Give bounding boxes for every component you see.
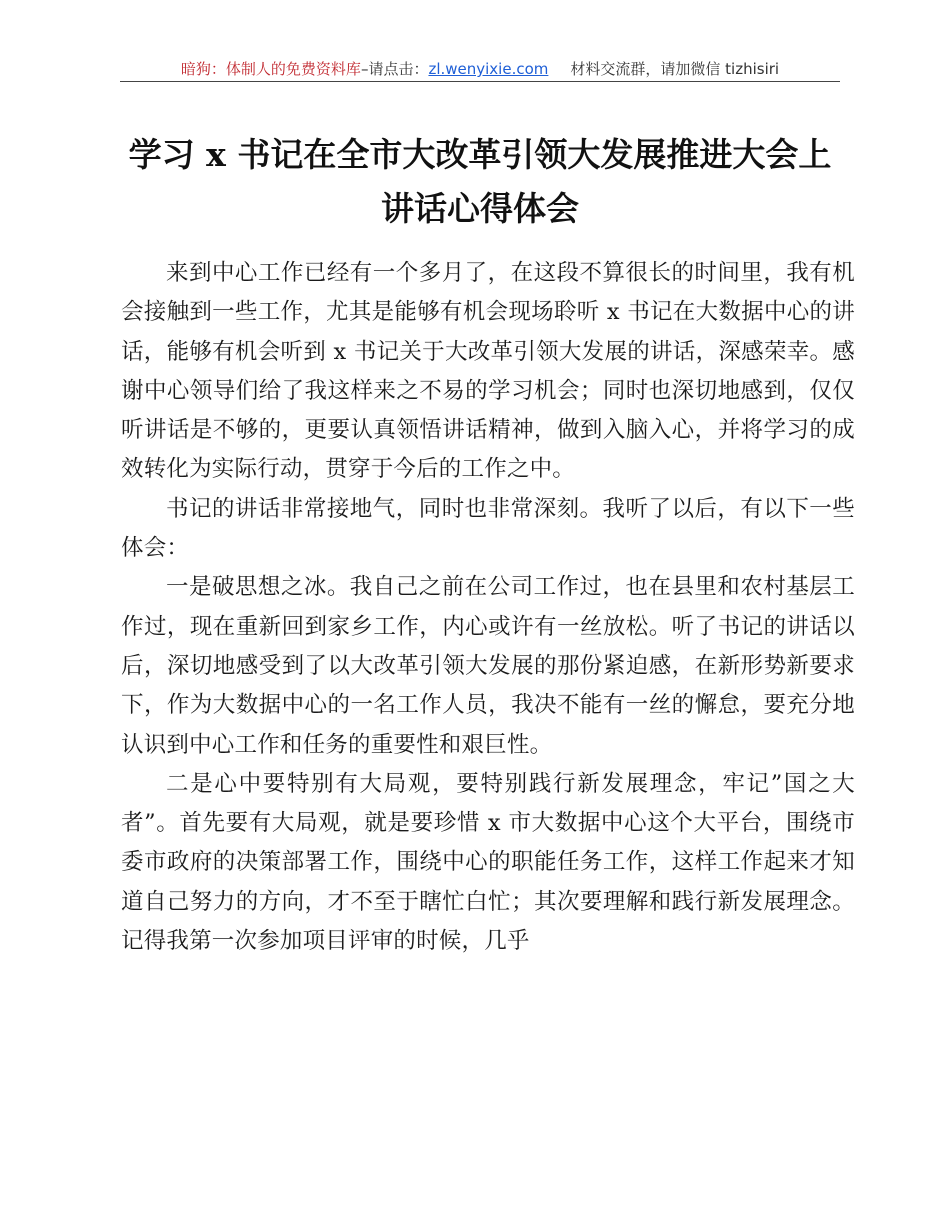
header-prompt: –请点击： [360,60,429,78]
paragraph: 书记的讲话非常接地气，同时也非常深刻。我听了以后，有以下一些体会： [121,495,855,562]
header-divider [120,81,840,82]
header-link[interactable]: zl.wenyixie.com [428,60,549,78]
paragraph: 一是破思想之冰。我自己之前在公司工作过，也在县里和农村基层工作过，现在重新回到家乡工作，内心或许有一丝放松。听了书记的讲话以后，深切地感受到了以大改革引领大发展的那份紧迫感，在新形势新要求下，作为大数据中心的一名工作人员，我决不能有一丝的懈怠，要充分地认识到中心工作和任务的重要性和艰巨性。 [121,574,855,758]
title-line-1: 学习 x 书记在全市大改革引领大发展推进大会上 [128,135,832,174]
header-contact: 材料交流群，请加微信 tizhisiri [570,60,780,78]
title-line-2: 讲话心得体会 [381,189,579,228]
document-title [100,128,860,236]
document-body [121,254,855,961]
header-site-name: 暗狗：体制人的免费资料库 [180,60,361,78]
paragraph: 来到中心工作已经有一个多月了，在这段不算很长的时间里，我有机会接触到一些工作，尤其是能够有机会现场聆听 x 书记在大数据中心的讲话，能够有机会听到 x 书记关于大改革引领大发展的讲话，深感荣幸。感谢中心领导们给了我这样来之不易的学习机会；同时也深切地感到，仅仅听讲话是不够的，更要认真领悟讲话精神，做到入脑入心，并将学习的成效转化为实际行动，贯穿于今后的工作之中。 [121,260,855,483]
page-header [120,56,840,82]
paragraph: 二是心中要特别有大局观，要特别践行新发展理念，牢记”国之大者”。首先要有大局观，就是要珍惜 x 市大数据中心这个大平台，围绕市委市政府的决策部署工作，围绕中心的职能任务工作，这样工作起来才知道自己努力的方向，才不至于瞎忙白忙；其次要理解和践行新发展理念。记得我第一次参加项目评审的时候，几乎 [121,770,855,955]
